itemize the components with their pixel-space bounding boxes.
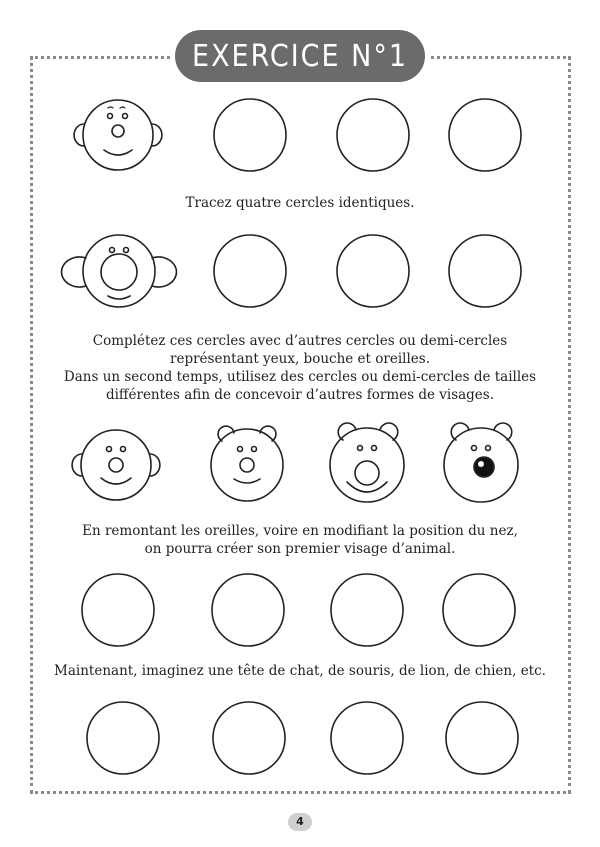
- page-number: [288, 813, 312, 831]
- instruction-text: En remontant les oreilles, voire en modifiant la position du nez,: [82, 523, 518, 539]
- instruction-text: différentes afin de concevoir d’autres formes de visages.: [105, 387, 495, 403]
- clown-face-icon: [62, 235, 177, 307]
- page-number-text: 4: [296, 815, 304, 828]
- empty-circle-icon: [331, 574, 403, 646]
- page-title-text: EXERCICE N°1: [192, 38, 408, 74]
- instruction-4: [40, 662, 560, 680]
- empty-circle-icon: [337, 235, 409, 307]
- empty-circle-icon: [446, 702, 518, 774]
- empty-circle-icon: [214, 235, 286, 307]
- empty-circle-icon: [337, 99, 409, 171]
- instruction-text: Maintenant, imaginez une tête de chat, de souris, de lion, de chien, etc.: [54, 663, 546, 679]
- bear-face-icon: [211, 426, 283, 501]
- empty-circle-icon: [331, 702, 403, 774]
- instruction-1: [40, 194, 560, 212]
- empty-circle-icon: [443, 574, 515, 646]
- empty-circle-icon: [87, 702, 159, 774]
- bear-face-icon: [330, 423, 404, 502]
- empty-circle-icon: [82, 574, 154, 646]
- bear-face-icon: [444, 423, 518, 502]
- instruction-text: Tracez quatre cercles identiques.: [185, 195, 415, 211]
- instruction-text: représentant yeux, bouche et oreilles.: [170, 351, 430, 367]
- instruction-text: on pourra créer son premier visage d’animal.: [144, 541, 456, 557]
- instruction-text: Dans un second temps, utilisez des cercles ou demi-cercles de tailles: [63, 369, 537, 385]
- empty-circle-icon: [214, 99, 286, 171]
- empty-circle-icon: [449, 235, 521, 307]
- face-drawing-icon: [72, 430, 160, 500]
- instruction-3: [40, 522, 560, 558]
- instruction-2: [40, 332, 560, 404]
- face-drawing-icon: [74, 100, 162, 170]
- empty-circle-icon: [449, 99, 521, 171]
- empty-circle-icon: [213, 702, 285, 774]
- instruction-text: Complétez ces cercles avec d’autres cercles ou demi-cercles: [92, 333, 508, 349]
- empty-circle-icon: [212, 574, 284, 646]
